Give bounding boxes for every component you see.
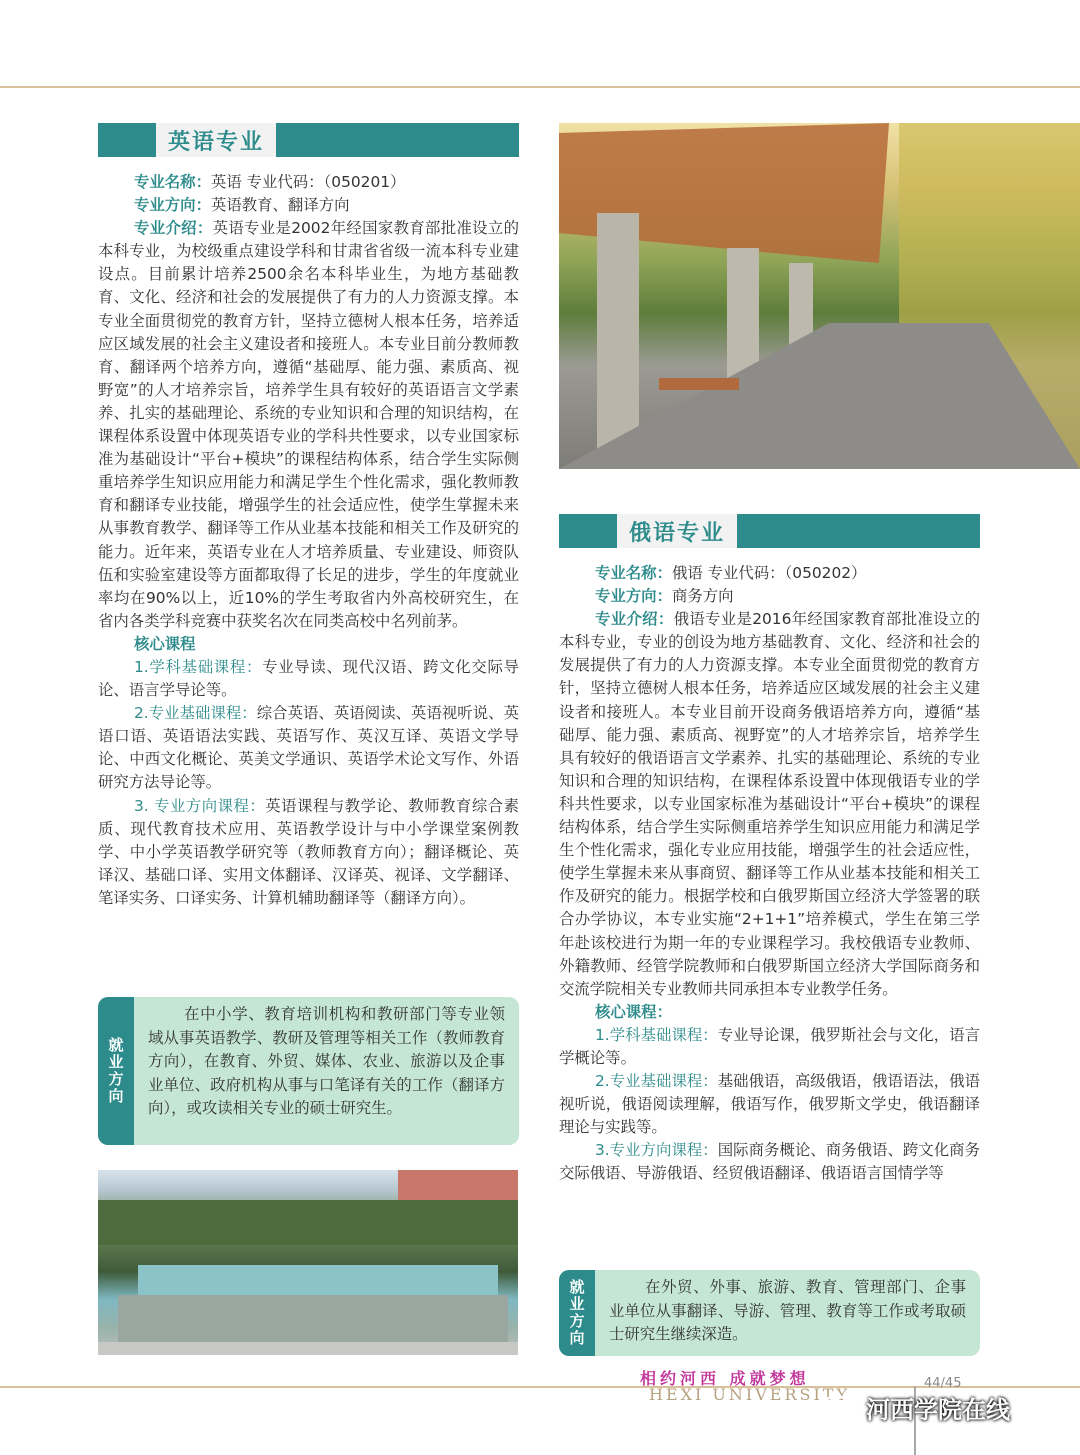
label: 3. 专业方向课程： bbox=[134, 796, 266, 815]
top-rule bbox=[0, 86, 1080, 88]
header-stripe-right bbox=[737, 514, 980, 548]
label: 2.专业基础课程： bbox=[134, 704, 257, 723]
label: 1.学科基础课程： bbox=[134, 657, 263, 676]
header-stripe-left bbox=[98, 123, 156, 157]
russian-title: 俄语专业 bbox=[617, 514, 737, 548]
value: 英语课程与教学论、教师教育综合素质、现代教育技术应用、英语教学设计与中小学课堂案例教学、中小学英语教学研究等（教师教育方向）；翻译概论、英译汉、基础口译、实用文体翻译、汉译英、视译、文学翻译、笔译实务、口译实务、计算机辅助翻译等（翻译方向）。 bbox=[98, 796, 519, 907]
header-stripe-right bbox=[276, 123, 519, 157]
value: 基础俄语，高级俄语，俄语语法，俄语视听说，俄语阅读理解，俄语写作，俄罗斯文学史，俄语翻译理论与实践等。 bbox=[559, 1072, 980, 1137]
label: 专业方向： bbox=[134, 196, 211, 215]
career-text: 在外贸、外事、旅游、教育、管理部门、企事业单位从事翻译、导游、管理、教育等工作或考取硕士研究生继续深造。 bbox=[609, 1278, 966, 1343]
label: 3.专业方向课程： bbox=[595, 1141, 718, 1160]
english-title: 英语专业 bbox=[156, 123, 276, 157]
label: 专业方向： bbox=[595, 587, 672, 606]
campus-pergola-photo bbox=[559, 123, 1080, 469]
russian-section-header bbox=[559, 514, 980, 548]
pergola-illustration bbox=[559, 123, 1080, 469]
career-tag: 就业方向 bbox=[98, 997, 134, 1145]
value: 俄语 专业代码：（050202） bbox=[671, 564, 867, 582]
label: 专业介绍： bbox=[595, 610, 674, 629]
group-photo-illustration bbox=[98, 1170, 518, 1355]
label: 专业介绍： bbox=[134, 219, 213, 238]
intro-text: 英语专业是2002年经国家教育部批准设立的本科专业，为校级重点建设学科和甘肃省省级一流本科专业建设点。目前累计培养2500余名本科毕业生，为地方基础教育、文化、经济和社会的发展提供了有力的人力资源支撑。本专业全面贯彻党的教育方针，坚持立德树人根本任务，培养适应区域发展的社会主义建设者和接班人。本专业目前分教师教育、翻译两个培养方向，遵循“基础厚、能力强、素质高、视野宽”的人才培养宗旨，培养学生具有较好的英语语言文学素养、扎实的基础理论、系统的专业知识和合理的知识结构，在课程体系设置中体现英语专业的学科共性要求，以专业国家标准为基础设计“平台+模块”的课程结构体系，结合学生实际侧重培养学生知识应用能力和满足学生个性化需求，强化教师教育和翻译专业技能，增强学生的社会适应性，使学生掌握未来从事教育教学、翻译等工作从业基本技能和相关工作及研究的能力。近年来，英语专业在人才培养质量、专业建设、师资队伍和实验室建设等方面都取得了长足的进步，学生的年度就业率均在90%以上，近10%的学生考取省内外高校研究生，在省内各类学科竞赛中获奖名次在同类高校中名列前茅。 bbox=[98, 219, 519, 630]
russian-intro bbox=[559, 608, 980, 1001]
english-course-2 bbox=[98, 702, 519, 794]
footer-university: HEXI UNIVERSITY bbox=[649, 1385, 851, 1404]
watermark bbox=[822, 1390, 1010, 1425]
english-course-1 bbox=[98, 656, 519, 702]
header-stripe-left bbox=[559, 514, 617, 548]
english-body bbox=[98, 171, 519, 910]
russian-name-line bbox=[559, 562, 980, 585]
english-direction-line bbox=[98, 194, 519, 217]
label: 2.专业基础课程： bbox=[595, 1072, 718, 1091]
value: 专业导论课，俄罗斯社会与文化，语言学概论等。 bbox=[559, 1025, 980, 1067]
value: 国际商务概论、商务俄语、跨文化商务交际俄语、导游俄语、经贸俄语翻译、俄语语言国情学等 bbox=[559, 1141, 980, 1183]
russian-core-title: 核心课程： bbox=[595, 1002, 672, 1021]
bottom-rule bbox=[0, 1386, 1080, 1388]
english-intro bbox=[98, 217, 519, 633]
career-tag: 就业方向 bbox=[559, 1270, 595, 1356]
value: 商务方向 bbox=[671, 587, 734, 606]
russian-direction-line bbox=[559, 585, 980, 608]
russian-body bbox=[559, 562, 980, 1186]
career-text: 在中小学、教育培训机构和教研部门等专业领域从事英语教学、教研及管理等相关工作（教师教育方向），在教育、外贸、媒体、农业、旅游以及企事业单位、政府机构从事与口笔译有关的工作（翻译方向），或攻读相关专业的硕士研究生。 bbox=[148, 1005, 505, 1117]
page-number: 44/45 bbox=[924, 1376, 962, 1391]
english-career-box bbox=[98, 997, 519, 1145]
label: 专业名称： bbox=[595, 564, 672, 582]
value: 英语教育、翻译方向 bbox=[210, 196, 350, 215]
wechat-icon bbox=[822, 1394, 858, 1422]
russian-career-box bbox=[559, 1270, 980, 1356]
value: 英语 专业代码：（050201） bbox=[210, 173, 406, 191]
russian-course-1 bbox=[559, 1024, 980, 1070]
value: 综合英语、英语阅读、英语视听说、英语口语、英语语法实践、英语写作、英汉互译、英语文学导论、中西文化概论、英美文学通识、英语学术论文写作、外语研究方法导论等。 bbox=[98, 704, 519, 792]
footer-slogan: 相约河西 成就梦想 bbox=[640, 1369, 810, 1388]
label: 专业名称： bbox=[134, 173, 211, 191]
english-name-line bbox=[98, 171, 519, 194]
english-core-title: 核心课程 bbox=[134, 634, 196, 653]
label: 1.学科基础课程： bbox=[595, 1025, 718, 1044]
english-course-3 bbox=[98, 795, 519, 910]
russian-course-2 bbox=[559, 1070, 980, 1139]
watermark-text: 河西学院在线 bbox=[866, 1396, 1010, 1424]
intro-text: 俄语专业是2016年经国家教育部批准设立的本科专业，专业的创设为地方基础教育、文化、经济和社会的发展提供了有力的人力资源支撑。本专业全面贯彻党的教育方针，坚持立德树人根本任务，培养适应区域发展的社会主义建设者和接班人。本专业目前开设商务俄语培养方向，遵循“基础厚、能力强、素质高、视野宽”的人才培养宗旨，培养学生具有较好的俄语语言文学素养、扎实的基础理论、系统的专业知识和合理的知识结构，在课程体系设置中体现俄语专业的学科共性要求，以专业国家标准为基础设计“平台+模块”的课程结构体系，结合学生实际侧重培养学生知识应用能力和满足学生个性化需求，强化专业应用技能，增强学生的社会适应性，使学生掌握未来从事商贸、翻译等工作从业基本技能和相关工作及研究的能力。根据学校和白俄罗斯国立经济大学签署的联合办学协议，本专业实施“2+1+1”培养模式，学生在第三学年赴该校进行为期一年的专业课程学习。我校俄语专业教师、外籍教师、经管学院教师和白俄罗斯国立经济大学国际商务和交流学院相关专业教师共同承担本专业教学任务。 bbox=[559, 610, 980, 998]
group-photo bbox=[98, 1170, 518, 1355]
value: 专业导读、现代汉语、跨文化交际导论、语言学导论等。 bbox=[98, 657, 519, 700]
english-section-header bbox=[98, 123, 519, 157]
russian-course-3 bbox=[559, 1139, 980, 1185]
